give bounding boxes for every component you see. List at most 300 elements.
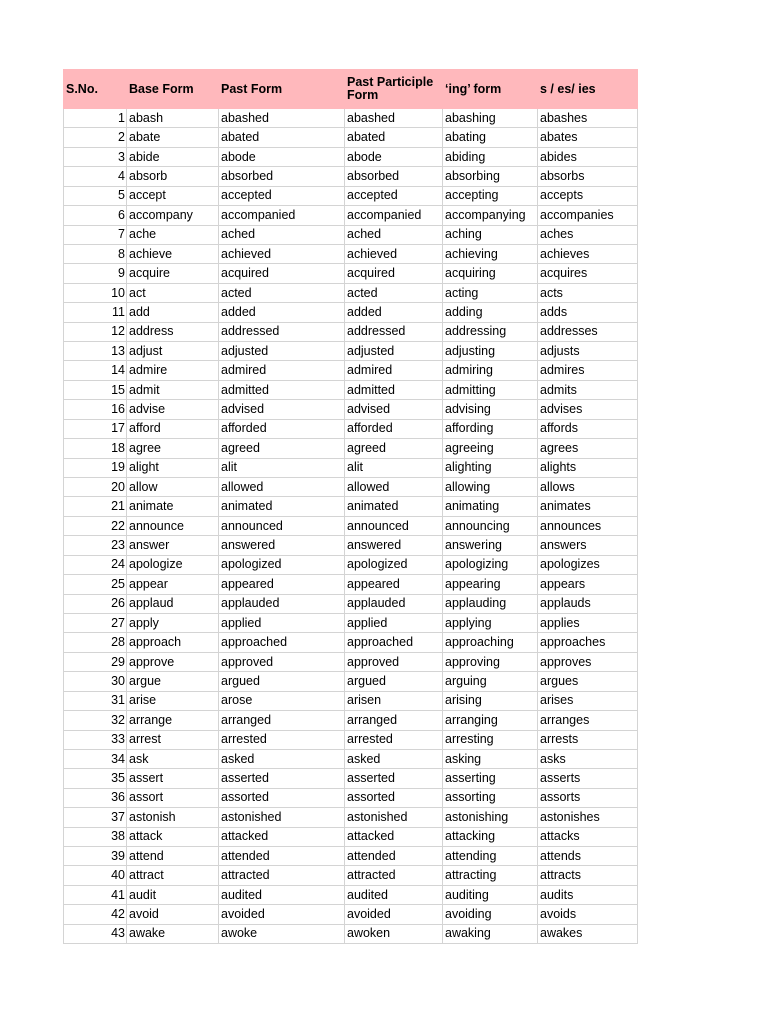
base-form-cell: afford <box>127 419 219 438</box>
table-row <box>64 594 638 613</box>
base-form-cell: ache <box>127 225 219 244</box>
s-es-ies-cell: audits <box>538 885 638 904</box>
serial-number-cell: 7 <box>64 225 127 244</box>
serial-number-cell: 4 <box>64 167 127 186</box>
table-header <box>64 70 638 109</box>
past-participle-cell: approached <box>345 633 443 652</box>
table-row <box>64 225 638 244</box>
past-participle-cell: abashed <box>345 109 443 128</box>
table-row <box>64 808 638 827</box>
ing-form-cell: acting <box>443 283 538 302</box>
table-row <box>64 264 638 283</box>
s-es-ies-cell: abates <box>538 128 638 147</box>
base-form-cell: act <box>127 283 219 302</box>
s-es-ies-cell: advises <box>538 400 638 419</box>
base-form-cell: advise <box>127 400 219 419</box>
past-participle-cell: afforded <box>345 419 443 438</box>
past-form-cell: appeared <box>219 575 345 594</box>
serial-number-cell: 1 <box>64 109 127 128</box>
serial-number-cell: 24 <box>64 555 127 574</box>
ing-form-cell: achieving <box>443 244 538 263</box>
base-form-cell: applaud <box>127 594 219 613</box>
verb-forms-table-container <box>63 69 638 944</box>
serial-number-cell: 22 <box>64 516 127 535</box>
ing-form-cell: arresting <box>443 730 538 749</box>
base-form-cell: accept <box>127 186 219 205</box>
past-participle-cell: audited <box>345 885 443 904</box>
table-row <box>64 400 638 419</box>
base-form-cell: assort <box>127 788 219 807</box>
s-es-ies-cell: alights <box>538 458 638 477</box>
past-participle-cell: absorbed <box>345 167 443 186</box>
ing-form-cell: approving <box>443 652 538 671</box>
past-form-cell: apologized <box>219 555 345 574</box>
base-form-cell: appear <box>127 575 219 594</box>
past-form-cell: allowed <box>219 478 345 497</box>
s-es-ies-cell: agrees <box>538 439 638 458</box>
table-row <box>64 769 638 788</box>
s-es-ies-cell: applauds <box>538 594 638 613</box>
ing-form-cell: advising <box>443 400 538 419</box>
serial-number-cell: 31 <box>64 691 127 710</box>
table-row <box>64 322 638 341</box>
past-participle-cell: approved <box>345 652 443 671</box>
verb-forms-table <box>63 69 638 944</box>
ing-form-cell: arranging <box>443 711 538 730</box>
table-body <box>64 109 638 944</box>
table-row <box>64 885 638 904</box>
past-participle-cell: awoken <box>345 924 443 943</box>
ing-form-cell: allowing <box>443 478 538 497</box>
serial-number-cell: 14 <box>64 361 127 380</box>
past-form-cell: attacked <box>219 827 345 846</box>
serial-number-cell: 35 <box>64 769 127 788</box>
table-row <box>64 555 638 574</box>
ing-form-cell: abiding <box>443 147 538 166</box>
header-past-participle-form: Past Participle Form <box>345 70 443 109</box>
past-form-cell: acquired <box>219 264 345 283</box>
ing-form-cell: auditing <box>443 885 538 904</box>
serial-number-cell: 32 <box>64 711 127 730</box>
table-row <box>64 206 638 225</box>
table-row <box>64 458 638 477</box>
past-participle-cell: applied <box>345 613 443 632</box>
past-participle-cell: arisen <box>345 691 443 710</box>
base-form-cell: apologize <box>127 555 219 574</box>
past-form-cell: abode <box>219 147 345 166</box>
s-es-ies-cell: astonishes <box>538 808 638 827</box>
serial-number-cell: 16 <box>64 400 127 419</box>
base-form-cell: agree <box>127 439 219 458</box>
ing-form-cell: accepting <box>443 186 538 205</box>
ing-form-cell: attacking <box>443 827 538 846</box>
table-row <box>64 516 638 535</box>
s-es-ies-cell: apologizes <box>538 555 638 574</box>
table-row <box>64 283 638 302</box>
ing-form-cell: astonishing <box>443 808 538 827</box>
header-past-form: Past Form <box>219 70 345 109</box>
base-form-cell: address <box>127 322 219 341</box>
table-row <box>64 749 638 768</box>
base-form-cell: astonish <box>127 808 219 827</box>
base-form-cell: admit <box>127 380 219 399</box>
table-row <box>64 186 638 205</box>
past-form-cell: abated <box>219 128 345 147</box>
ing-form-cell: approaching <box>443 633 538 652</box>
table-row <box>64 244 638 263</box>
past-form-cell: accompanied <box>219 206 345 225</box>
base-form-cell: add <box>127 303 219 322</box>
s-es-ies-cell: admits <box>538 380 638 399</box>
base-form-cell: approach <box>127 633 219 652</box>
base-form-cell: awake <box>127 924 219 943</box>
ing-form-cell: asking <box>443 749 538 768</box>
serial-number-cell: 5 <box>64 186 127 205</box>
past-form-cell: audited <box>219 885 345 904</box>
past-participle-cell: avoided <box>345 905 443 924</box>
ing-form-cell: apologizing <box>443 555 538 574</box>
past-participle-cell: admitted <box>345 380 443 399</box>
table-row <box>64 652 638 671</box>
table-row <box>64 613 638 632</box>
past-participle-cell: applauded <box>345 594 443 613</box>
past-participle-cell: acquired <box>345 264 443 283</box>
base-form-cell: answer <box>127 536 219 555</box>
table-row <box>64 439 638 458</box>
past-form-cell: asked <box>219 749 345 768</box>
ing-form-cell: announcing <box>443 516 538 535</box>
table-row <box>64 303 638 322</box>
serial-number-cell: 42 <box>64 905 127 924</box>
s-es-ies-cell: attacks <box>538 827 638 846</box>
base-form-cell: accompany <box>127 206 219 225</box>
table-row <box>64 672 638 691</box>
serial-number-cell: 34 <box>64 749 127 768</box>
table-row <box>64 924 638 943</box>
s-es-ies-cell: abides <box>538 147 638 166</box>
s-es-ies-cell: answers <box>538 536 638 555</box>
table-row <box>64 827 638 846</box>
past-participle-cell: acted <box>345 283 443 302</box>
serial-number-cell: 6 <box>64 206 127 225</box>
s-es-ies-cell: addresses <box>538 322 638 341</box>
past-form-cell: advised <box>219 400 345 419</box>
serial-number-cell: 30 <box>64 672 127 691</box>
base-form-cell: allow <box>127 478 219 497</box>
table-row <box>64 342 638 361</box>
past-form-cell: answered <box>219 536 345 555</box>
past-form-cell: argued <box>219 672 345 691</box>
past-participle-cell: attacked <box>345 827 443 846</box>
ing-form-cell: agreeing <box>443 439 538 458</box>
table-row <box>64 361 638 380</box>
past-form-cell: attended <box>219 847 345 866</box>
s-es-ies-cell: announces <box>538 516 638 535</box>
s-es-ies-cell: appears <box>538 575 638 594</box>
s-es-ies-cell: accepts <box>538 186 638 205</box>
past-participle-cell: addressed <box>345 322 443 341</box>
serial-number-cell: 33 <box>64 730 127 749</box>
ing-form-cell: alighting <box>443 458 538 477</box>
past-participle-cell: admired <box>345 361 443 380</box>
ing-form-cell: admitting <box>443 380 538 399</box>
past-participle-cell: argued <box>345 672 443 691</box>
past-form-cell: afforded <box>219 419 345 438</box>
past-form-cell: applauded <box>219 594 345 613</box>
serial-number-cell: 10 <box>64 283 127 302</box>
serial-number-cell: 19 <box>64 458 127 477</box>
past-form-cell: awoke <box>219 924 345 943</box>
past-form-cell: applied <box>219 613 345 632</box>
ing-form-cell: answering <box>443 536 538 555</box>
base-form-cell: arrest <box>127 730 219 749</box>
s-es-ies-cell: accompanies <box>538 206 638 225</box>
s-es-ies-cell: abashes <box>538 109 638 128</box>
past-participle-cell: attracted <box>345 866 443 885</box>
serial-number-cell: 12 <box>64 322 127 341</box>
serial-number-cell: 17 <box>64 419 127 438</box>
serial-number-cell: 20 <box>64 478 127 497</box>
base-form-cell: arrange <box>127 711 219 730</box>
past-participle-cell: allowed <box>345 478 443 497</box>
ing-form-cell: affording <box>443 419 538 438</box>
past-participle-cell: apologized <box>345 555 443 574</box>
past-participle-cell: adjusted <box>345 342 443 361</box>
s-es-ies-cell: arranges <box>538 711 638 730</box>
ing-form-cell: avoiding <box>443 905 538 924</box>
ing-form-cell: addressing <box>443 322 538 341</box>
past-form-cell: attracted <box>219 866 345 885</box>
s-es-ies-cell: asks <box>538 749 638 768</box>
s-es-ies-cell: admires <box>538 361 638 380</box>
serial-number-cell: 23 <box>64 536 127 555</box>
s-es-ies-cell: argues <box>538 672 638 691</box>
base-form-cell: acquire <box>127 264 219 283</box>
ing-form-cell: abating <box>443 128 538 147</box>
header-serial-number: S.No. <box>64 70 127 109</box>
ing-form-cell: attracting <box>443 866 538 885</box>
s-es-ies-cell: absorbs <box>538 167 638 186</box>
past-form-cell: avoided <box>219 905 345 924</box>
base-form-cell: abash <box>127 109 219 128</box>
past-participle-cell: asked <box>345 749 443 768</box>
past-participle-cell: asserted <box>345 769 443 788</box>
past-participle-cell: answered <box>345 536 443 555</box>
s-es-ies-cell: approves <box>538 652 638 671</box>
past-participle-cell: ached <box>345 225 443 244</box>
ing-form-cell: accompanying <box>443 206 538 225</box>
ing-form-cell: arguing <box>443 672 538 691</box>
ing-form-cell: adjusting <box>443 342 538 361</box>
table-row <box>64 905 638 924</box>
serial-number-cell: 37 <box>64 808 127 827</box>
serial-number-cell: 41 <box>64 885 127 904</box>
past-participle-cell: added <box>345 303 443 322</box>
base-form-cell: animate <box>127 497 219 516</box>
ing-form-cell: attending <box>443 847 538 866</box>
table-row <box>64 147 638 166</box>
table-row <box>64 866 638 885</box>
past-form-cell: added <box>219 303 345 322</box>
serial-number-cell: 11 <box>64 303 127 322</box>
base-form-cell: abide <box>127 147 219 166</box>
past-form-cell: absorbed <box>219 167 345 186</box>
base-form-cell: absorb <box>127 167 219 186</box>
s-es-ies-cell: avoids <box>538 905 638 924</box>
header-s-es-ies-form: s / es/ ies <box>538 70 638 109</box>
ing-form-cell: adding <box>443 303 538 322</box>
past-form-cell: achieved <box>219 244 345 263</box>
ing-form-cell: admiring <box>443 361 538 380</box>
ing-form-cell: aching <box>443 225 538 244</box>
serial-number-cell: 29 <box>64 652 127 671</box>
base-form-cell: announce <box>127 516 219 535</box>
past-participle-cell: arrested <box>345 730 443 749</box>
base-form-cell: attend <box>127 847 219 866</box>
s-es-ies-cell: applies <box>538 613 638 632</box>
ing-form-cell: asserting <box>443 769 538 788</box>
ing-form-cell: animating <box>443 497 538 516</box>
ing-form-cell: arising <box>443 691 538 710</box>
base-form-cell: achieve <box>127 244 219 263</box>
header-base-form: Base Form <box>127 70 219 109</box>
serial-number-cell: 8 <box>64 244 127 263</box>
s-es-ies-cell: asserts <box>538 769 638 788</box>
ing-form-cell: applying <box>443 613 538 632</box>
past-form-cell: assorted <box>219 788 345 807</box>
past-form-cell: admitted <box>219 380 345 399</box>
base-form-cell: audit <box>127 885 219 904</box>
ing-form-cell: absorbing <box>443 167 538 186</box>
table-row <box>64 730 638 749</box>
serial-number-cell: 21 <box>64 497 127 516</box>
past-participle-cell: accompanied <box>345 206 443 225</box>
table-row <box>64 691 638 710</box>
base-form-cell: assert <box>127 769 219 788</box>
table-row <box>64 167 638 186</box>
serial-number-cell: 9 <box>64 264 127 283</box>
table-row <box>64 575 638 594</box>
ing-form-cell: awaking <box>443 924 538 943</box>
table-row <box>64 497 638 516</box>
s-es-ies-cell: arrests <box>538 730 638 749</box>
serial-number-cell: 38 <box>64 827 127 846</box>
serial-number-cell: 3 <box>64 147 127 166</box>
past-form-cell: arranged <box>219 711 345 730</box>
table-row <box>64 419 638 438</box>
header-row <box>64 70 638 109</box>
past-form-cell: arose <box>219 691 345 710</box>
past-form-cell: arrested <box>219 730 345 749</box>
past-form-cell: astonished <box>219 808 345 827</box>
base-form-cell: attract <box>127 866 219 885</box>
serial-number-cell: 36 <box>64 788 127 807</box>
past-participle-cell: announced <box>345 516 443 535</box>
past-participle-cell: assorted <box>345 788 443 807</box>
serial-number-cell: 28 <box>64 633 127 652</box>
serial-number-cell: 18 <box>64 439 127 458</box>
past-participle-cell: astonished <box>345 808 443 827</box>
base-form-cell: adjust <box>127 342 219 361</box>
s-es-ies-cell: adds <box>538 303 638 322</box>
table-row <box>64 711 638 730</box>
past-form-cell: abashed <box>219 109 345 128</box>
base-form-cell: ask <box>127 749 219 768</box>
serial-number-cell: 26 <box>64 594 127 613</box>
past-form-cell: adjusted <box>219 342 345 361</box>
ing-form-cell: applauding <box>443 594 538 613</box>
serial-number-cell: 27 <box>64 613 127 632</box>
past-form-cell: addressed <box>219 322 345 341</box>
ing-form-cell: abashing <box>443 109 538 128</box>
s-es-ies-cell: achieves <box>538 244 638 263</box>
past-participle-cell: agreed <box>345 439 443 458</box>
base-form-cell: admire <box>127 361 219 380</box>
past-participle-cell: abode <box>345 147 443 166</box>
table-row <box>64 536 638 555</box>
table-row <box>64 788 638 807</box>
s-es-ies-cell: affords <box>538 419 638 438</box>
base-form-cell: approve <box>127 652 219 671</box>
ing-form-cell: appearing <box>443 575 538 594</box>
base-form-cell: apply <box>127 613 219 632</box>
past-form-cell: admired <box>219 361 345 380</box>
table-row <box>64 478 638 497</box>
s-es-ies-cell: attends <box>538 847 638 866</box>
past-participle-cell: achieved <box>345 244 443 263</box>
serial-number-cell: 43 <box>64 924 127 943</box>
s-es-ies-cell: arises <box>538 691 638 710</box>
serial-number-cell: 40 <box>64 866 127 885</box>
table-row <box>64 380 638 399</box>
past-form-cell: announced <box>219 516 345 535</box>
table-row <box>64 109 638 128</box>
serial-number-cell: 13 <box>64 342 127 361</box>
table-row <box>64 128 638 147</box>
s-es-ies-cell: allows <box>538 478 638 497</box>
s-es-ies-cell: aches <box>538 225 638 244</box>
s-es-ies-cell: attracts <box>538 866 638 885</box>
s-es-ies-cell: assorts <box>538 788 638 807</box>
past-form-cell: ached <box>219 225 345 244</box>
s-es-ies-cell: awakes <box>538 924 638 943</box>
past-form-cell: acted <box>219 283 345 302</box>
base-form-cell: arise <box>127 691 219 710</box>
header-ing-form: ‘ing’ form <box>443 70 538 109</box>
past-form-cell: animated <box>219 497 345 516</box>
past-participle-cell: alit <box>345 458 443 477</box>
s-es-ies-cell: acts <box>538 283 638 302</box>
past-participle-cell: accepted <box>345 186 443 205</box>
serial-number-cell: 15 <box>64 380 127 399</box>
past-form-cell: approached <box>219 633 345 652</box>
past-form-cell: accepted <box>219 186 345 205</box>
table-row <box>64 847 638 866</box>
past-form-cell: approved <box>219 652 345 671</box>
s-es-ies-cell: adjusts <box>538 342 638 361</box>
past-form-cell: alit <box>219 458 345 477</box>
past-participle-cell: attended <box>345 847 443 866</box>
past-participle-cell: abated <box>345 128 443 147</box>
past-participle-cell: advised <box>345 400 443 419</box>
past-participle-cell: appeared <box>345 575 443 594</box>
past-participle-cell: arranged <box>345 711 443 730</box>
serial-number-cell: 25 <box>64 575 127 594</box>
base-form-cell: alight <box>127 458 219 477</box>
past-participle-cell: animated <box>345 497 443 516</box>
past-form-cell: agreed <box>219 439 345 458</box>
serial-number-cell: 2 <box>64 128 127 147</box>
